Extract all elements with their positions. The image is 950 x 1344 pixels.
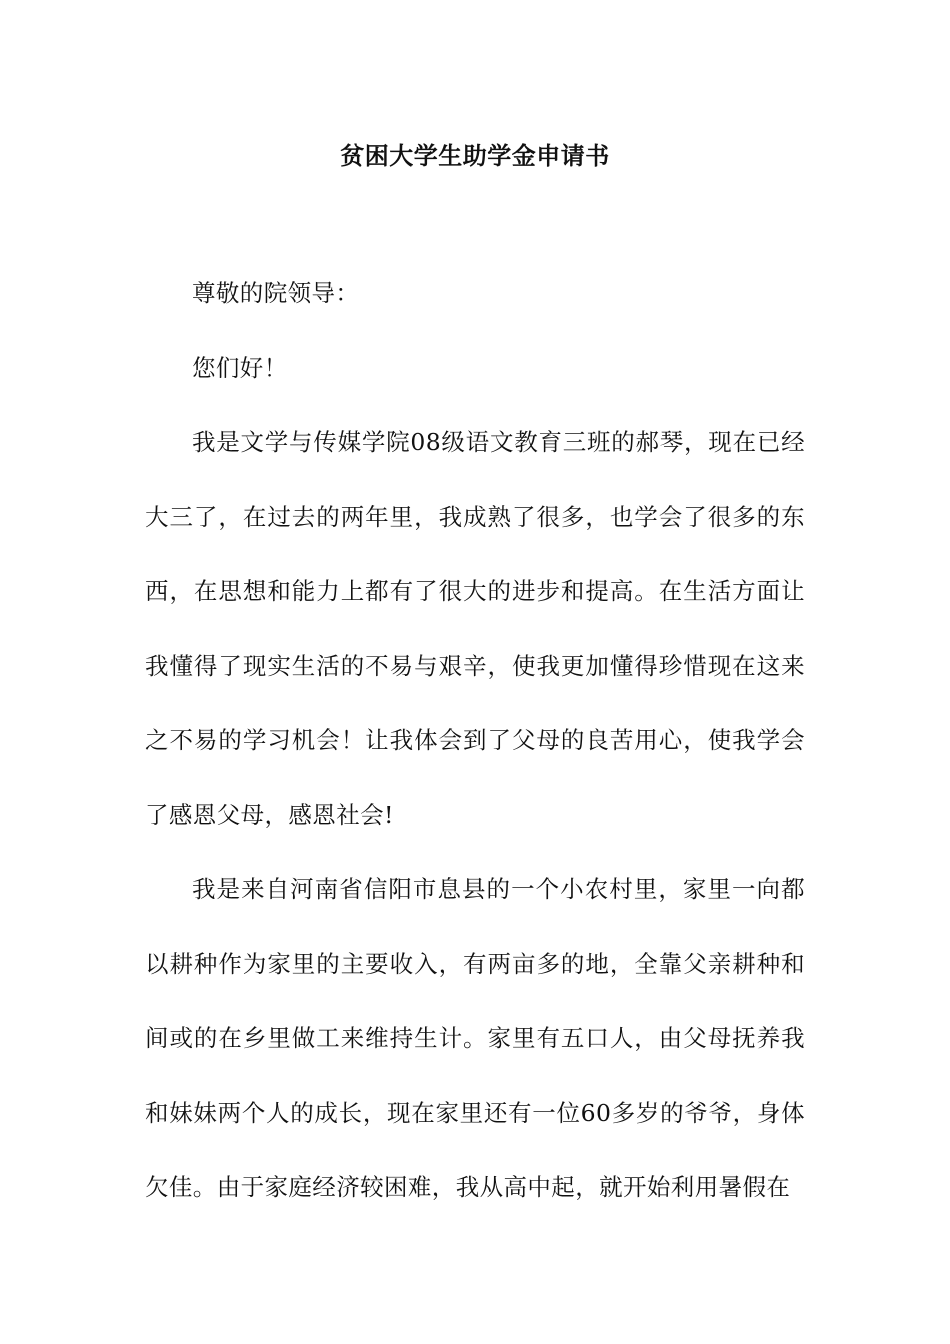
document-title: 贫困大学生助学金申请书 bbox=[340, 141, 610, 170]
paragraph-family-background: 我是来自河南省信阳市息县的一个小农村里，家里一向都以耕种作为家里的主要收入，有两亩多的地，全靠父亲耕种和间或的在乡里做工来维持生计。家里有五口人，由父母抚养我和妹妹两个人的成长，现在家里还有一位60多岁的爷爷，身体欠佳。由于家庭经济较困难，我从高中起，就开始利用暑假在 bbox=[145, 875, 805, 1201]
greeting: 您们好！ bbox=[192, 353, 288, 382]
document-body bbox=[145, 256, 805, 1225]
paragraph-introduction: 我是文学与传媒学院08级语文教育三班的郝琴，现在已经大三了，在过去的两年里，我成熟了很多，也学会了很多的东西，在思想和能力上都有了很大的进步和提高。在生活方面让我懂得了现实生活的不易与艰辛，使我更加懂得珍惜现在这来之不易的学习机会！让我体会到了父母的良苦用心，使我学会了感恩父母，感恩社会! bbox=[145, 428, 805, 829]
salutation: 尊敬的院领导： bbox=[192, 279, 360, 307]
